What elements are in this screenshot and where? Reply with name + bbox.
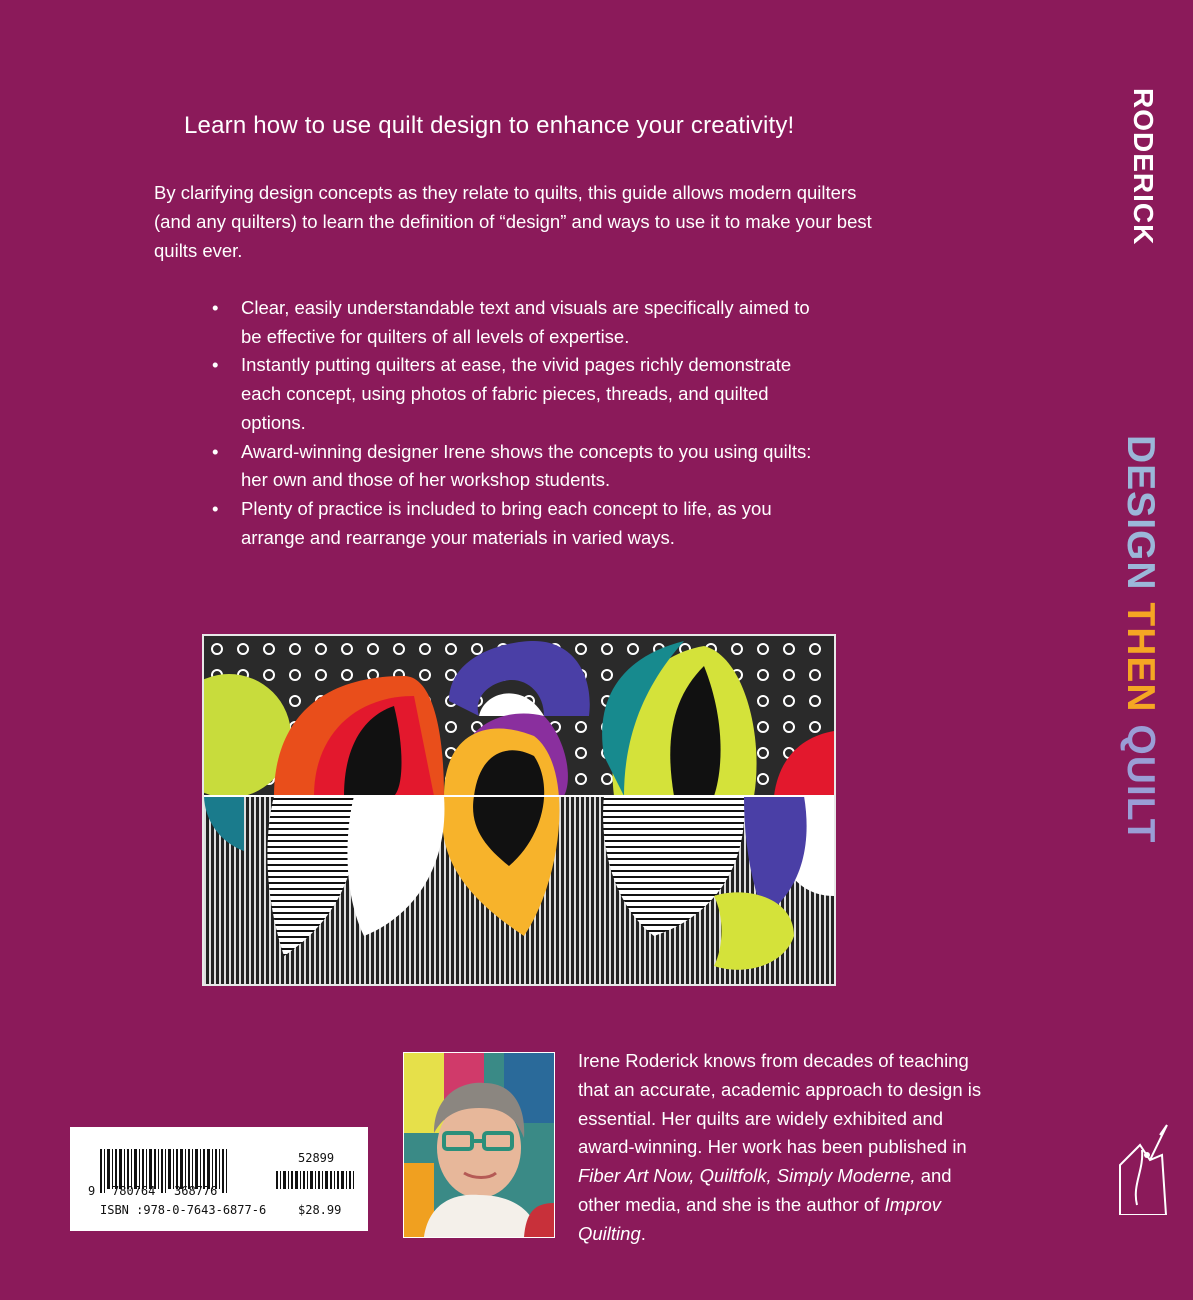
feature-item: • Instantly putting quilters at ease, the vivid pages richly demonstrate each concept, using photos of fabric pieces, threads, and quilted options. xyxy=(212,351,812,437)
headline: Learn how to use quilt design to enhance your creativity! xyxy=(184,112,795,139)
author-bio xyxy=(578,1047,998,1249)
spine-title-design: DESIGN xyxy=(1119,435,1162,591)
bio-publications: Fiber Art Now, Quiltfolk, Simply Moderne, xyxy=(578,1165,916,1187)
isbn-number: ISBN :978-0-7643-6877-6 xyxy=(100,1203,267,1217)
barcode-digits-left: 780764 xyxy=(112,1184,156,1198)
bio-text: . xyxy=(640,1222,646,1244)
bio-text: Irene Roderick knows from decades of teaching that an accurate, academic approach to design is essential. Her quilts are widely exhibited and award-winning. Her work has been published in xyxy=(578,1050,982,1158)
isbn-barcode xyxy=(70,1127,368,1231)
feature-list xyxy=(212,294,812,552)
publisher-logo-icon xyxy=(1112,1115,1174,1215)
feature-item: • Clear, easily understandable text and visuals are specifically aimed to be effective for quilters of all levels of expertise. xyxy=(212,294,812,351)
spine-title-then: THEN xyxy=(1119,602,1162,713)
price-code: 52899 xyxy=(298,1151,335,1165)
quilt-artwork xyxy=(202,634,836,986)
bio-text: and other media, and she is the author of xyxy=(578,1165,952,1215)
feature-item: • Award-winning designer Irene shows the concepts to you using quilts: her own and those of her workshop students. xyxy=(212,438,812,495)
author-photo xyxy=(403,1052,555,1238)
bio-book-title: Improv Quilting xyxy=(578,1193,942,1244)
barcode-digit-lead: 9 xyxy=(88,1184,96,1198)
feature-item: • Plenty of practice is included to bring each concept to life, as you arrange and rearrange your materials in varied ways. xyxy=(212,495,812,552)
intro-paragraph: By clarifying design concepts as they relate to quilts, this guide allows modern quilters (and any quilters) to learn the definition of “design” and ways to use it to make your best quilts ever. xyxy=(154,182,872,261)
spine-title-quilt: QUILT xyxy=(1119,724,1162,844)
price: $28.99 xyxy=(298,1203,342,1217)
spine-author: RODERICK xyxy=(1128,88,1159,246)
spine-title xyxy=(1118,435,1162,843)
barcode-digits-right: 368776 xyxy=(174,1184,218,1198)
